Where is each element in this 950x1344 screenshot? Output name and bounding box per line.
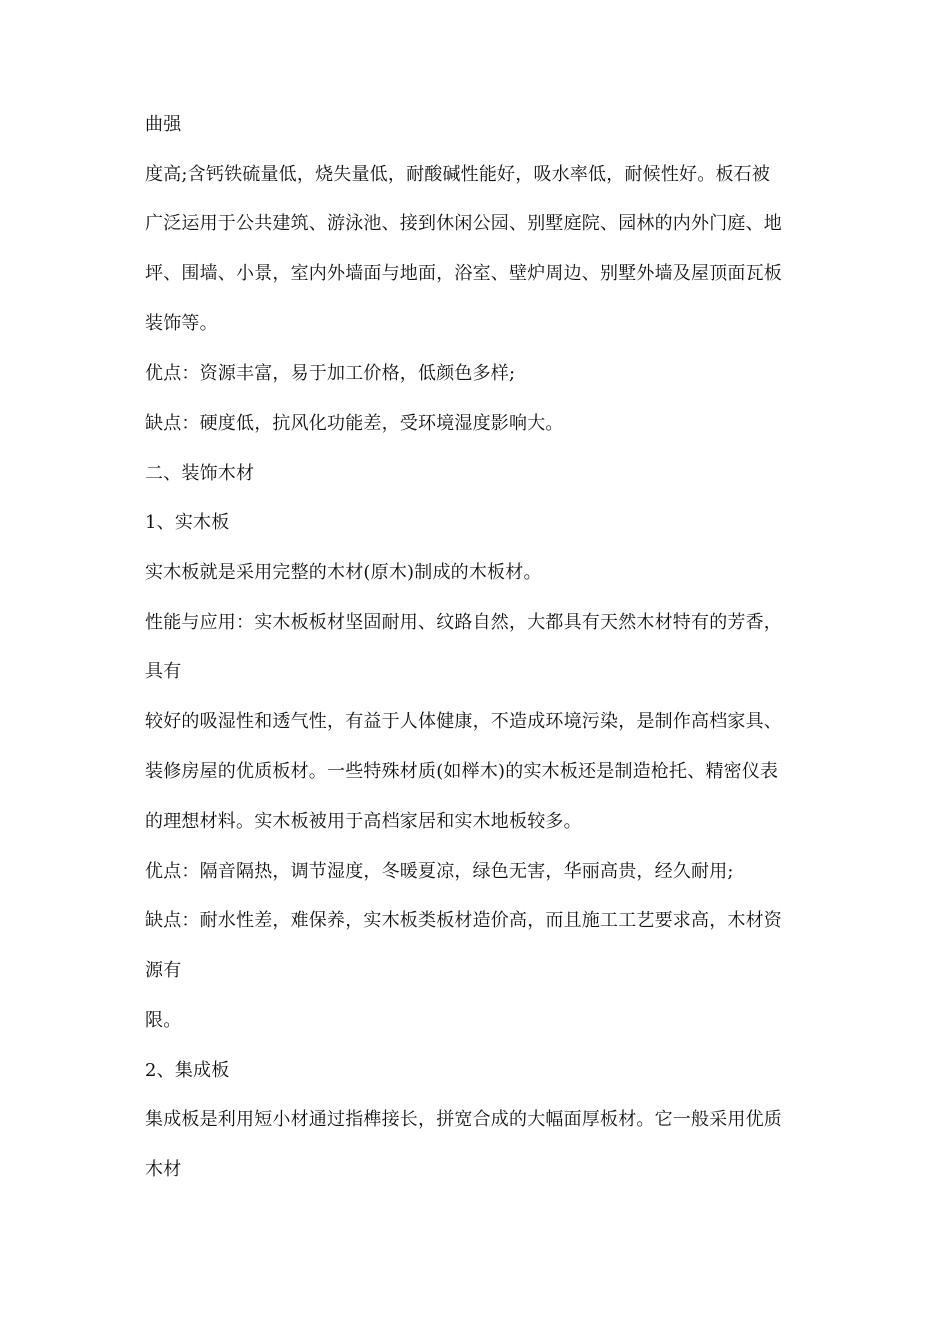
text-line: 集成板是利用短小材通过指榫接长，拼宽合成的大幅面厚板材。它一般采用优质 xyxy=(145,1109,782,1130)
section-heading: 二、装饰木材 xyxy=(145,463,255,484)
text-line: 性能与应用：实木板板材坚固耐用、纹路自然，大都具有天然木材特有的芳香， xyxy=(145,612,782,633)
advantages-line: 优点：隔音隔热，调节湿度，冬暖夏凉，绿色无害，华丽高贵，经久耐用; xyxy=(145,861,734,882)
text-line-continuation: 曲强 xyxy=(145,114,182,135)
advantages-line: 优点：资源丰富，易于加工价格，低颜色多样; xyxy=(145,363,516,384)
text-line: 木材 xyxy=(145,1159,182,1180)
text-line: 源有 xyxy=(145,960,182,981)
text-line: 度高;含钙铁硫量低，烧失量低，耐酸碱性能好，吸水率低，耐候性好。板石被 xyxy=(145,164,771,185)
text-line: 坪、围墙、小景，室内外墙面与地面，浴室、壁炉周边、别墅外墙及屋顶面瓦板 xyxy=(145,263,782,284)
text-line: 装饰等。 xyxy=(145,313,218,334)
disadvantages-line: 缺点：硬度低，抗风化功能差，受环境湿度影响大。 xyxy=(145,413,564,434)
text-line: 限。 xyxy=(145,1010,182,1031)
text-line: 广泛运用于公共建筑、游泳池、接到休闲公园、别墅庭院、园林的内外门庭、地 xyxy=(145,213,782,234)
subsection-heading: 2、集成板 xyxy=(145,1060,230,1081)
text-line: 较好的吸湿性和透气性，有益于人体健康，不造成环境污染，是制作高档家具、 xyxy=(145,711,782,732)
text-line: 装修房屋的优质板材。一些特殊材质(如榉木)的实木板还是制造枪托、精密仪表 xyxy=(145,761,779,782)
subsection-heading: 1、实木板 xyxy=(145,512,230,533)
text-line: 具有 xyxy=(145,661,182,682)
text-line: 实木板就是采用完整的木材(原木)制成的木板材。 xyxy=(145,562,542,583)
disadvantages-line: 缺点：耐水性差，难保养，实木板类板材造价高，而且施工工艺要求高，木材资 xyxy=(145,910,782,931)
text-line: 的理想材料。实木板被用于高档家居和实木地板较多。 xyxy=(145,811,582,832)
